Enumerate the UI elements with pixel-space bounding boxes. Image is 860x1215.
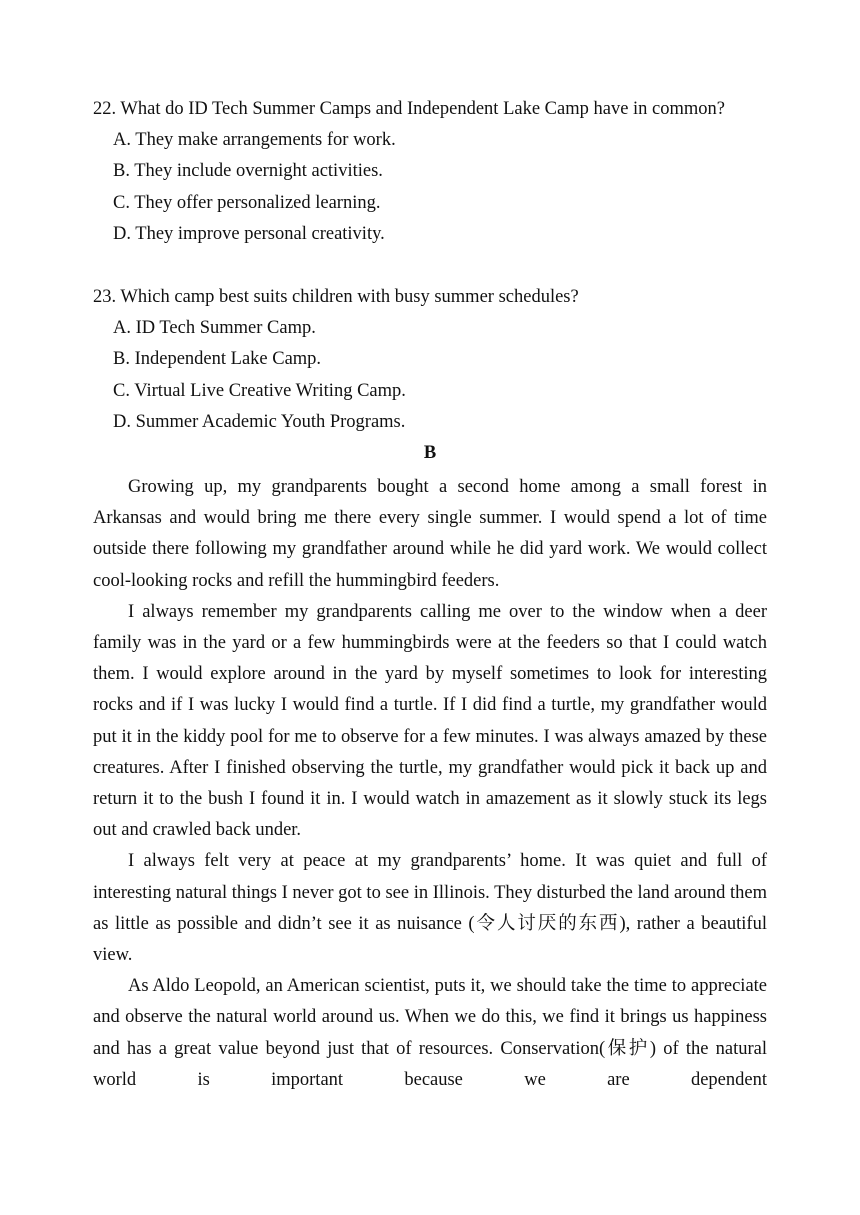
option-b: B. They include overnight activities.: [113, 161, 383, 182]
section-heading: B: [423, 443, 437, 463]
option-b: B. Independent Lake Camp.: [113, 349, 322, 370]
option-c: C. Virtual Live Creative Writing Camp.: [113, 380, 406, 401]
option-c: C. They offer personalized learning.: [113, 192, 381, 213]
section-heading-block: [93, 438, 767, 469]
question-stem: 22. What do ID Tech Summer Camps and Independent Lake Camp have in common?: [93, 99, 725, 119]
passage-paragraph: I always felt very at peace at my grandparents’ home. It was quiet and full of interesting natural things I never got to see in Illinois. They disturbed the land around them as little as possible and didn’t see it as nuisance (令人讨厌的东西), rather a beautiful view.: [93, 851, 767, 966]
passage-paragraph: I always remember my grandparents calling me over to the window when a deer family was in the yard or a few hummingbirds were at the feeders so that I could watch them. I would explore around in the yard by myself sometimes to look for interesting rocks and if I was lucky I would find a turtle. If I did find a turtle, my grandfather would put it in the kiddy pool for me to observe for a few minutes. I was always amazed by these creatures. After I finished observing the turtle, my grandfather would pick it back up and return it to the bush I found it in. I would watch in amazement as it slowly stuck its legs out and crawled back under.: [93, 601, 767, 841]
question-23: [93, 282, 767, 438]
question-stem: 23. Which camp best suits children with busy summer schedules?: [93, 287, 579, 307]
passage-paragraph: Growing up, my grandparents bought a second home among a small forest in Arkansas and would bring me there every single summer. I would spend a lot of time outside there following my grandfather around while he did yard work. We would collect cool-looking rocks and refill the hummingbird feeders.: [93, 477, 767, 591]
passage-b: [93, 472, 767, 1096]
option-d: D. They improve personal creativity.: [113, 223, 385, 244]
question-22: [93, 94, 767, 250]
option-d: D. Summer Academic Youth Programs.: [113, 411, 406, 432]
passage-paragraph: As Aldo Leopold, an American scientist, puts it, we should take the time to appreciate and observe the natural world around us. When we do this, we find it brings us happiness and has a great value beyond just that of resources. Conservation(保护) of the natural world is important because we are dependent: [93, 976, 767, 1090]
option-a: A. ID Tech Summer Camp.: [113, 318, 316, 339]
option-a: A. They make arrangements for work.: [113, 130, 396, 151]
